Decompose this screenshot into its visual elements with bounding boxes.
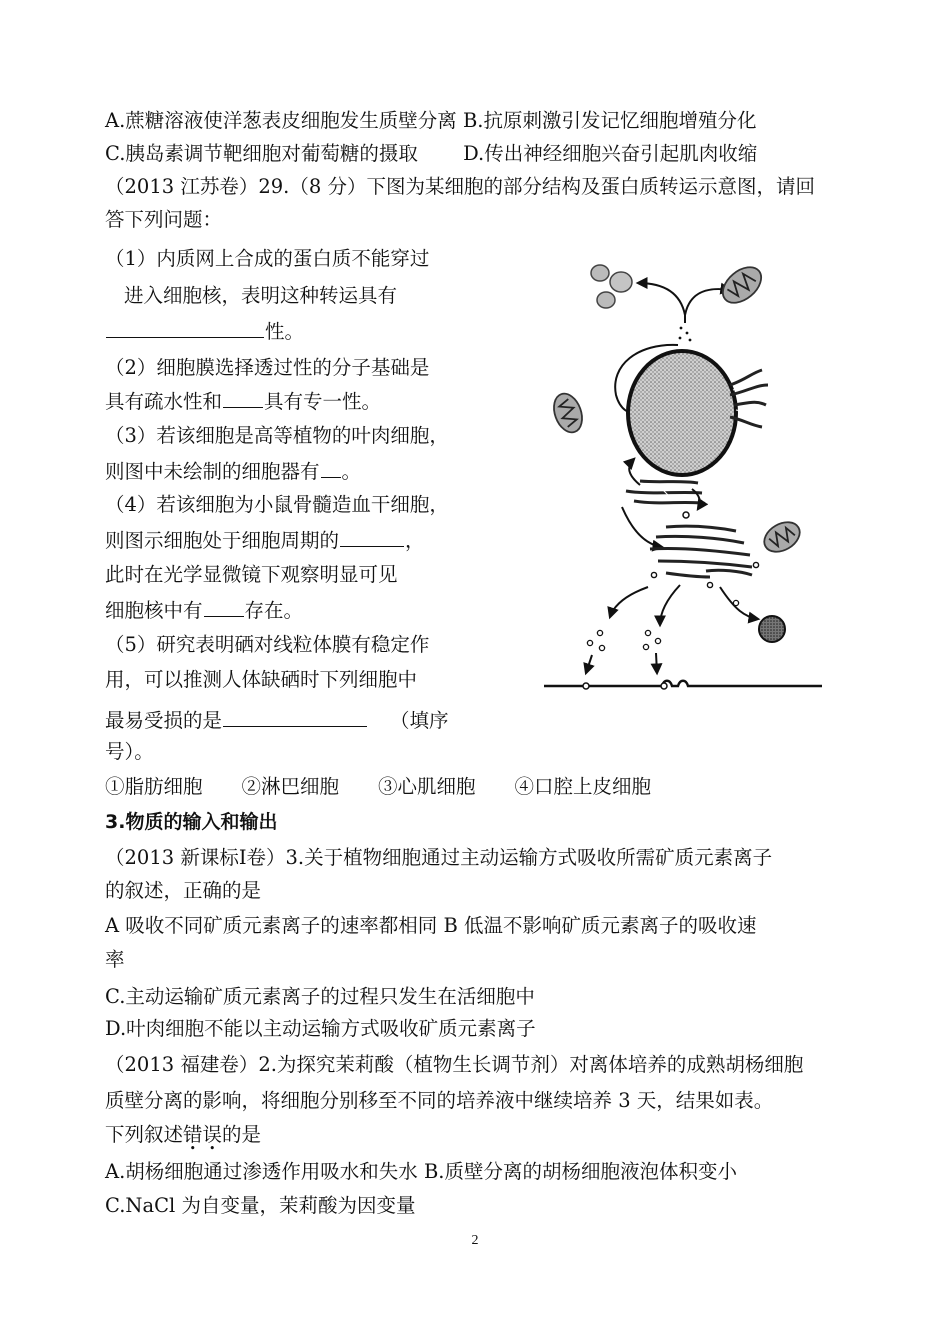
question-1-line [105,315,304,347]
question-3-line: （3）若该细胞是高等植物的叶肉细胞， [105,424,449,447]
question-5-line: （5）研究表明硒对线粒体膜有稳定作 [105,633,430,656]
line-text: 具有疏水性和 [105,390,223,413]
text-line: C.主动运输矿质元素离子的过程只发生在活细胞中 [105,985,535,1008]
text-line: A.胡杨细胞通过渗透作用吸水和失水 B.质壁分离的胡杨细胞液泡体积变小 [105,1160,738,1183]
answer-options: ①脂肪细胞 ②淋巴细胞 ③心肌细胞 ④口腔上皮细胞 [105,775,652,798]
cell-protein-transport-diagram [530,245,830,705]
line-text: （填序 [390,709,449,732]
question-3-line [105,455,361,487]
mitochondrion-icon [759,516,805,558]
text-line: （2013 福建卷）2.为探究茉莉酸（植物生长调节剂）对离体培养的成熟胡杨细胞 [105,1053,804,1076]
question-4-line [105,594,303,626]
text-line: C.胰岛素调节靶细胞对葡萄糖的摄取 D.传出神经细胞兴奋引起肌肉收缩 [105,142,758,165]
emphasized-char: 误 [202,1123,223,1146]
text-line: A 吸收不同矿质元素离子的速率都相同 B 低温不影响矿质元素离子的吸收速 [105,914,757,937]
line-text: 存在。 [244,599,304,622]
line-text: 最易受损的是 [105,709,223,732]
text-line [105,1120,261,1150]
text-line: D.叶肉细胞不能以主动运输方式吸收矿质元素离子 [105,1017,536,1040]
answer-blank[interactable] [106,315,264,338]
question-1-line: 进入细胞核，表明这种转运具有 [124,284,398,307]
text-line: 答下列问题： [105,208,223,231]
question-1-line: （1）内质网上合成的蛋白质不能穿过 [105,247,430,270]
answer-blank[interactable] [223,704,367,727]
granule-icon [591,265,632,308]
line-text: 细胞核中有 [105,599,203,622]
text-line: A.蔗糖溶液使洋葱表皮细胞发生质壁分离 B.抗原刺激引发记忆细胞增殖分化 [105,109,757,132]
line-text: 。 [341,460,362,483]
text-line: （2013 新课标Ⅰ卷）3.关于植物细胞通过主动运输方式吸收所需矿质元素离子 [105,846,773,869]
line-text: 具有专一性。 [264,390,382,413]
nucleus-icon [628,351,736,475]
line-text: 性。 [265,320,305,343]
section-heading: 3.物质的输入和输出 [105,811,278,833]
question-5-line [105,704,449,736]
mitochondrion-icon [549,390,587,436]
question-2-line: （2）细胞膜选择透过性的分子基础是 [105,356,430,379]
question-4-line: （4）若该细胞为小鼠骨髓造血干细胞， [105,493,449,516]
text-line: （2013 江苏卷）29.（8 分）下图为某细胞的部分结构及蛋白质转运示意图，请回 [105,175,815,198]
text-line: 率 [105,948,125,971]
question-2-line [105,385,381,417]
page-number: 2 [471,1233,479,1248]
question-5-line: 用，可以推测人体缺硒时下列细胞中 [105,668,418,691]
text-line: 质壁分离的影响，将细胞分别移至不同的培养液中继续培养 3 天，结果如表。 [105,1089,774,1112]
question-5-line: 号）。 [105,740,154,763]
line-text: 的是 [222,1123,262,1146]
answer-blank[interactable] [204,594,244,617]
answer-blank[interactable] [340,524,404,547]
line-text: ， [405,529,425,552]
line-text: 则图中未绘制的细胞器有 [105,460,320,483]
question-4-line: 此时在光学显微镜下观察明显可见 [105,563,398,586]
line-text: 下列叙述 [105,1123,184,1146]
text-line: 的叙述，正确的是 [105,879,262,902]
text-line: C.NaCl 为自变量，茉莉酸为因变量 [105,1194,416,1217]
answer-blank[interactable] [321,455,341,478]
question-4-line [105,524,425,556]
golgi-apparatus-icon [650,526,752,577]
answer-blank[interactable] [223,385,263,408]
emphasized-char: 错 [183,1123,203,1146]
mitochondrion-icon [716,260,768,310]
line-text: 则图示细胞处于细胞周期的 [105,529,340,552]
lysosome-icon [759,616,785,642]
